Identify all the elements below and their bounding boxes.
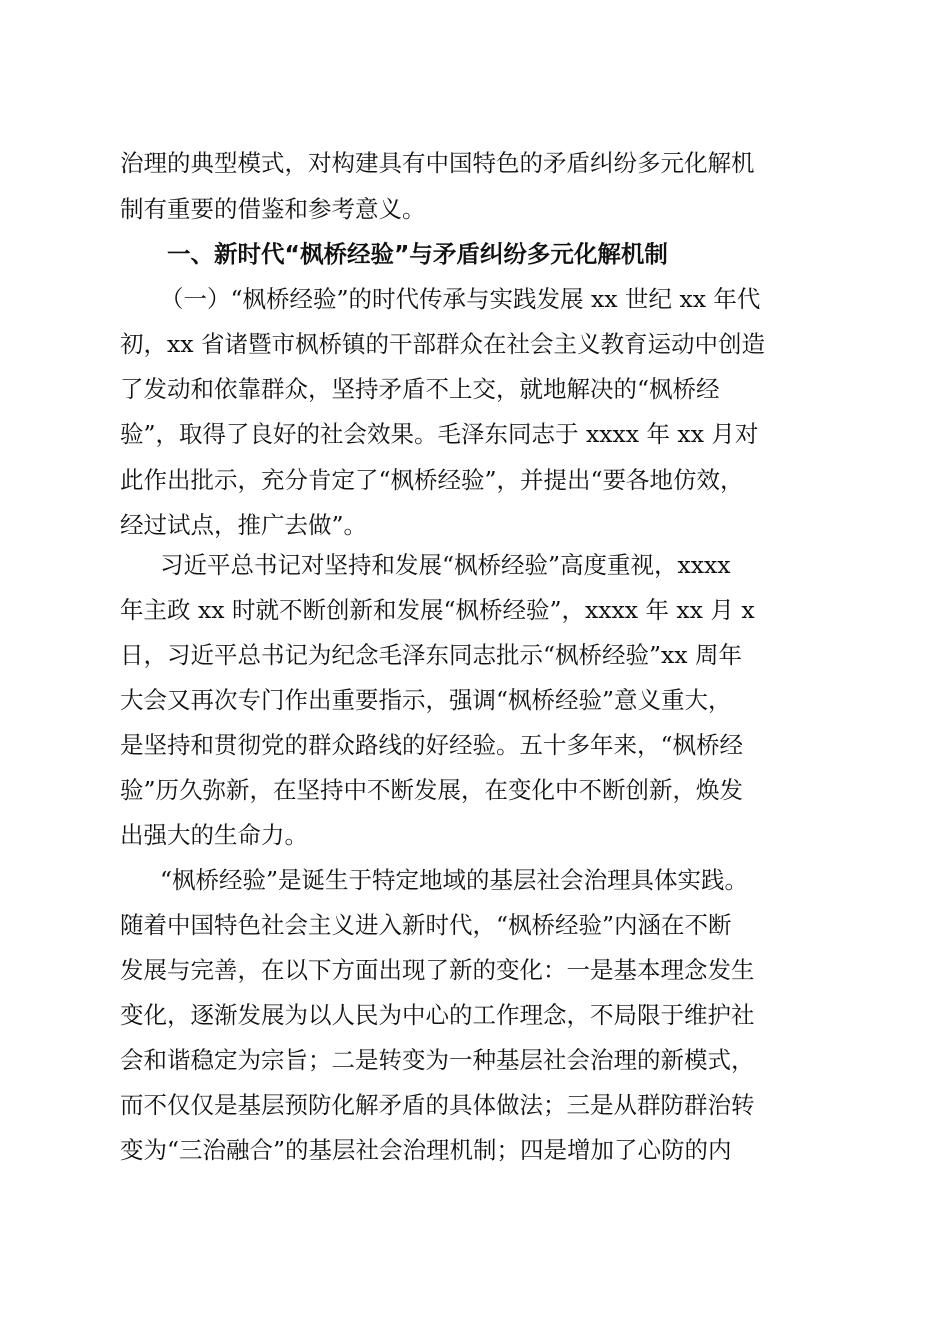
paragraph2-line: 是坚持和贯彻党的群众路线的好经验。五十多年来，“枫桥经 bbox=[120, 731, 744, 759]
paragraph1-line: 了发动和依靠群众，坚持矛盾不上交，就地解决的“枫桥经 bbox=[120, 375, 720, 403]
paragraph3-line: “枫桥经验”是诞生于特定地域的基层社会治理具体实践。 bbox=[160, 866, 749, 894]
paragraph2-line: 验”历久弥新，在坚持中不断发展，在变化中不断创新，焕发 bbox=[120, 776, 744, 804]
paragraph3-line: 随着中国特色社会主义进入新时代，“枫桥经验”内涵在不断 bbox=[120, 911, 732, 939]
intro-line: 制有重要的借鉴和参考意义。 bbox=[120, 195, 426, 223]
paragraph2-line: 出强大的生命力。 bbox=[120, 821, 308, 849]
paragraph1-line: 经过试点，推广去做”。 bbox=[120, 511, 368, 539]
paragraph1-line: （一）“枫桥经验”的时代传承与实践发展 xx 世纪 xx 年代 bbox=[160, 285, 761, 313]
paragraph3-line: 而不仅仅是基层预防化解矛盾的具体做法；三是从群防群治转 bbox=[120, 1091, 755, 1119]
paragraph1-line: 验”，取得了良好的社会效果。毛泽东同志于 xxxx 年 xx 月对 bbox=[120, 420, 759, 448]
paragraph1-line: 初，xx 省诸暨市枫桥镇的干部群众在社会主义教育运动中创造 bbox=[120, 330, 765, 358]
section-heading: 一、新时代“枫桥经验”与矛盾纠纷多元化解机制 bbox=[167, 240, 668, 268]
paragraph2-line: 年主政 xx 时就不断创新和发展“枫桥经验”，xxxx 年 xx 月 x bbox=[120, 596, 755, 624]
paragraph3-line: 会和谐稳定为宗旨；二是转变为一种基层社会治理的新模式， bbox=[120, 1046, 755, 1074]
paragraph3-line: 发展与完善，在以下方面出现了新的变化：一是基本理念发生 bbox=[120, 956, 755, 984]
paragraph3-line: 变为“三治融合”的基层社会治理机制；四是增加了心防的内 bbox=[120, 1136, 732, 1164]
paragraph2-line: 大会又再次专门作出重要指示，强调“枫桥经验”意义重大， bbox=[120, 686, 732, 714]
intro-line: 治理的典型模式，对构建具有中国特色的矛盾纠纷多元化解机 bbox=[120, 149, 755, 177]
paragraph2-line: 日，习近平总书记为纪念毛泽东同志批示“枫桥经验”xx 周年 bbox=[120, 641, 743, 669]
paragraph2-line: 习近平总书记对坚持和发展“枫桥经验”高度重视，xxxx bbox=[160, 551, 731, 579]
paragraph3-line: 变化，逐渐发展为以人民为中心的工作理念，不局限于维护社 bbox=[120, 1001, 755, 1029]
paragraph1-line: 此作出批示，充分肯定了“枫桥经验”，并提出“要各地仿效， bbox=[120, 466, 744, 494]
